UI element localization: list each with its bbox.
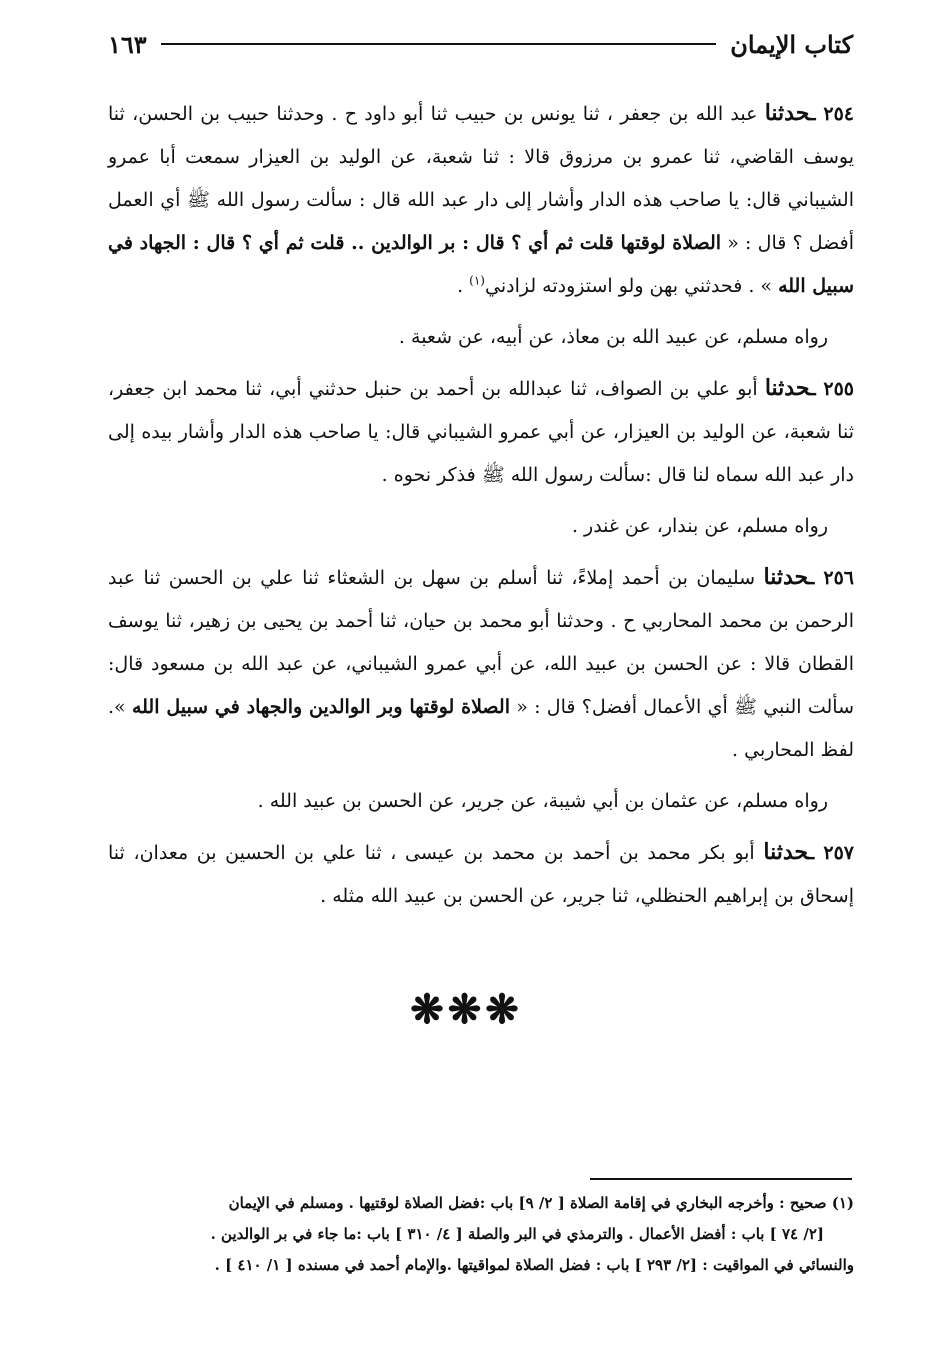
hadith-254 [108,92,854,308]
page-number: ١٦٣ [108,29,147,59]
riwaya-256: رواه مسلم، عن عثمان بن أبي شيبة، عن جرير، عن الحسن بن عبيد الله . [257,790,828,812]
book-title: كتاب الإيمان [730,29,853,59]
riwaya-255: رواه مسلم، عن بندار، عن غندر . [571,515,828,537]
hadith-matn: الصلاة لوقتها وبر الوالدين والجهاد في سبيل الله [131,696,510,718]
footnote-ref[interactable]: (١) [469,273,485,288]
hadith-number: ٢٥٥ ـ [810,378,855,400]
hadith-text: . [457,275,470,297]
section-ornament: ❋❋❋ [410,986,523,1033]
hadith-keyword: حدثنا [764,375,811,401]
hadith-keyword: حدثنا [763,839,809,865]
footnote-rule [590,1178,852,1180]
hadith-number: ٢٥٤ ـ [809,103,854,125]
header-rule [161,43,717,45]
hadith-matn: الصلاة لوقتها قلت ثم أي ؟ قال : بر الوالدين .. قلت ثم أي ؟ قال : الجهاد في سبيل الله [108,232,854,297]
footnote-line: [٢/ ٧٤ ] باب : أفضل الأعمال . والترمذي في البر والصلة [ ٤/ ٣١٠ ] باب :ما جاء في بر الوالدين . [210,1225,824,1243]
hadith-text: أبو بكر محمد بن أحمد بن محمد بن عيسى ، ثنا علي بن الحسين بن معدان، ثنا إسحاق بن إبراهيم الحنظلي، ثنا جرير، عن الحسن بن عبيد الله مثله . [108,842,854,907]
main-text [108,92,854,926]
hadith-text: عبد الله بن جعفر ، ثنا يونس بن حبيب ثنا أبو داود ح . وحدثنا حبيب بن الحسن، ثنا يوسف القاضي، ثنا عمرو بن مرزوق قالا : ثنا شعبة، عن الوليد بن العيزار سمعت أبا عمرو الشيباني قال: يا صاحب هذه الدار وأشار إلى دار عبد الله قال : سألت رسول الله ﷺ أي العمل أفضل ؟ قال : « [108,103,854,254]
hadith-text: » . فحدثني بهن ولو استزودته لزادني [484,275,779,297]
hadith-text: سليمان بن أحمد إملاءً، ثنا أسلم بن سهل بن الشعثاء ثنا علي بن الحسن ثنا عبد الرحمن بن محمد المحاربي ح . وحدثنا أبو محمد بن حيان، ثنا أحمد بن يحيى بن زهير، ثنا يوسف القطان قالا : عن الحسن بن عبيد الله، عن أبي عمرو الشيباني، عن عبد الله بن مسعود قال: سألت النبي ﷺ أي الأعمال أفضل؟ قال : « [108,567,855,718]
hadith-256 [108,556,854,772]
hadith-255 [108,367,854,497]
running-header [108,22,853,66]
hadith-keyword: حدثنا [764,100,810,126]
hadith-number: ٢٥٧ ـ [808,842,855,864]
footnote-line: والنسائي في المواقيت : [٢/ ٢٩٣ ] باب : فضل الصلاة لمواقيتها .والإمام أحمد في مسنده [ ١/ ٤١٠ ] . [214,1256,854,1274]
hadith-text: أبو علي بن الصواف، ثنا عبدالله بن أحمد بن حنبل حدثني أبي، ثنا محمد ابن جعفر، ثنا شعبة، عن الوليد بن العيزار، عن أبي عمرو الشيباني قال: يا صاحب هذه الدار وأشار بيده إلى دار عبد الله سماه لنا قال :سألت رسول الله ﷺ فذكر نحوه . [108,378,854,486]
footnote-line: (١) صحيح : وأخرجه البخاري في إقامة الصلاة [ ٢/ ٩] باب :فضل الصلاة لوقتيها . ومسلم في الإيمان [228,1194,854,1212]
hadith-257 [108,831,854,918]
hadith-number: ٢٥٦ ـ [808,567,854,589]
hadith-text: ». لفظ المحاربي . [108,696,854,761]
footnotes [108,1188,854,1281]
riwaya-254: رواه مسلم، عن عبيد الله بن معاذ، عن أبيه، عن شعبة . [398,326,828,348]
hadith-keyword: حدثنا [763,564,809,590]
